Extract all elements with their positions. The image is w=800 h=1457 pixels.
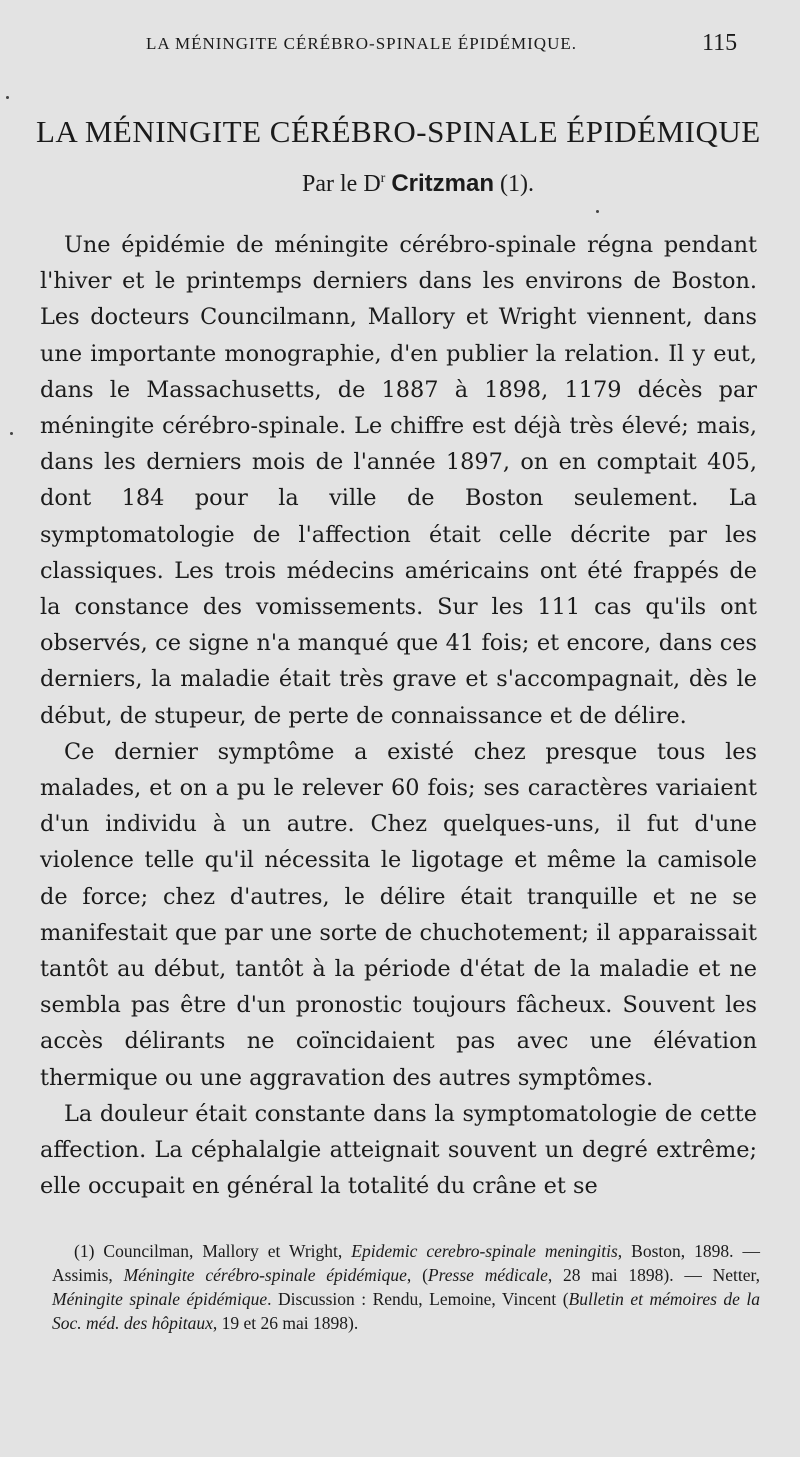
footnote: (1) Councilman, Mallory et Wright, Epidemic cerebro-spinale meningitis, Boston, 1898. — Assimis, Méningite cérébro-spinale épidémique, (Presse médicale, 28 mai 1898). — Netter, Méningite spinale épidémique. Discussion : Rendu, Lemoine, Vincent (Bulletin et mémoires de la Soc. méd. des hôpitaux, 19 et 26 mai 1898). bbox=[52, 1241, 761, 1333]
paragraph: Ce dernier symptôme a existé chez presque tous les malades, et on a pu le relever 60 fois; ses caractères variaient d'un individu à un autre. Chez quelques-uns, il fut d'une violence telle qu'il nécessita le ligotage et même la camisole de force; chez d'autres, le délire était tranquille et ne se manifestait que par une sorte de chuchotement; il apparaissait tantôt au début, tantôt à la période d'état de la maladie et ne sembla pas être d'un pronostic toujours fâcheux. Souvent les accès délirants ne coïncidaient pas avec une élévation thermique ou une aggravation des autres symptômes. bbox=[40, 738, 757, 1091]
byline-prefix: Par le D bbox=[302, 171, 381, 197]
byline-sup: r bbox=[380, 171, 386, 186]
paper-speck bbox=[6, 96, 9, 99]
paragraph: Une épidémie de méningite cérébro-spinale régna pendant l'hiver et le printemps derniers dans les environs de Boston. Les docteurs Councilmann, Mallory et Wright viennent, dans une importante monographie, d'en publier la relation. Il y eut, dans le Massachusetts, de 1887 à 1898, 1179 décès par méningite cérébro-spinale. Le chiffre est déjà très élevé; mais, dans les derniers mois de l'année 1897, on en comptait 405, dont 184 pour la ville de Boston seulement. La symptomatologie de l'affection était celle décrite par les classiques. Les trois médecins américains ont été frappés de la constance des vomissements. Sur les 111 cas qu'ils ont observés, ce signe n'a manqué que 41 fois; et encore, dans ces derniers, la maladie était très grave et s'accompagnait, dès le début, de stupeur, de perte de connaissance et de délire. bbox=[40, 232, 757, 729]
author-name: Critzman bbox=[391, 170, 495, 197]
article-title: LA MÉNINGITE CÉRÉBRO-SPINALE ÉPIDÉMIQUE bbox=[36, 114, 761, 149]
paper-speck bbox=[596, 210, 599, 213]
byline bbox=[0, 170, 800, 198]
running-head bbox=[0, 30, 800, 62]
running-title: LA MÉNINGITE CÉRÉBRO-SPINALE ÉPIDÉMIQUE. bbox=[146, 34, 577, 53]
paragraph: La douleur était constante dans la symptomatologie de cette affection. La céphalalgie atteignait souvent un degré extrême; elle occupait en général la totalité du crâne et se bbox=[40, 1100, 757, 1200]
footnotes bbox=[52, 1239, 760, 1335]
footnote-ref: (1). bbox=[494, 171, 534, 197]
article-body bbox=[40, 227, 757, 1204]
paper-speck bbox=[10, 432, 13, 435]
page-number: 115 bbox=[702, 30, 738, 56]
